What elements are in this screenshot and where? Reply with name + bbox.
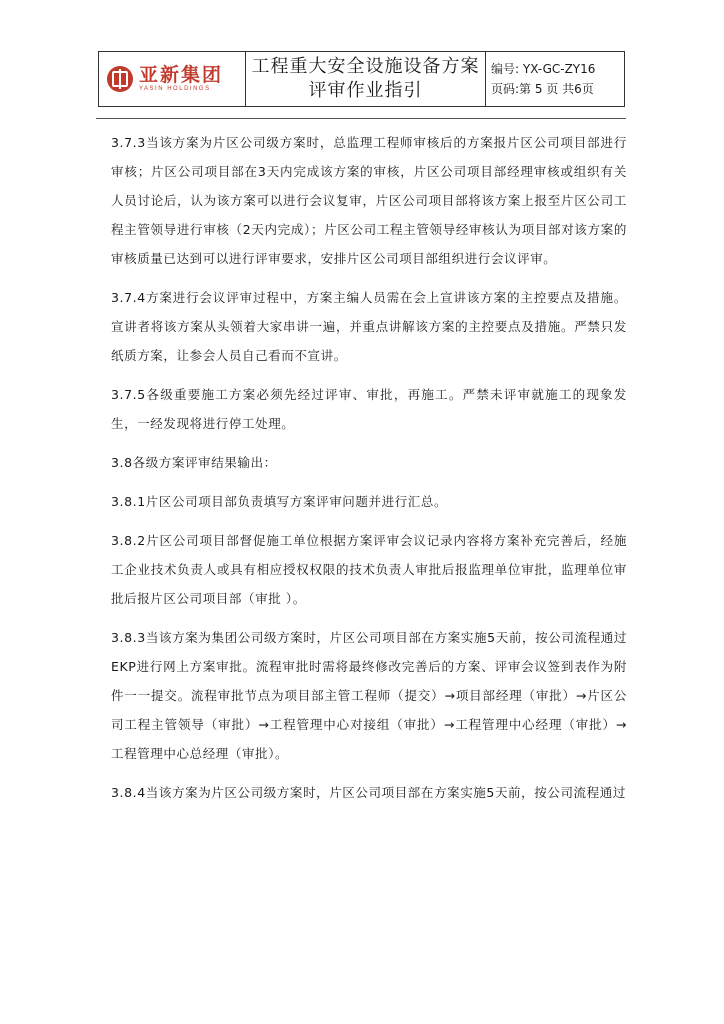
paragraph-3-8-4: 3.8.4当该方案为片区公司级方案时，片区公司项目部在方案实施5天前，按公司流程通过 <box>111 785 626 800</box>
logo-english-name: YASIN HOLDINGS <box>139 86 211 92</box>
document-header <box>98 51 625 107</box>
yasin-logo-icon <box>107 66 133 92</box>
document-code: 编号: YX-GC-ZY16 <box>491 62 596 76</box>
paragraph-3-7-4: 3.7.4方案进行会议评审过程中，方案主编人员需在会上宣讲该方案的主控要点及措施。宣讲者将该方案从头领着大家串讲一遍，并重点讲解该方案的主控要点及措施。严禁只发纸质方案，让参会人员自己看而不宣讲。 <box>111 290 627 363</box>
paragraph-3-7-3: 3.7.3当该方案为片区公司级方案时，总监理工程师审核后的方案报片区公司项目部进行审核；片区公司项目部在3天内完成该方案的审核，片区公司项目部经理审核或组织有关人员讨论后，认为该方案可以进行会议复审，片区公司项目部将该方案上报至片区公司工程主管领导进行审核（2天内完成）；片区公司工程主管领导经审核认为项目部对该方案的审核质量已达到可以进行评审要求，安排片区公司项目部组织进行会议评审。 <box>111 135 627 266</box>
title-line-2: 评审作业指引 <box>308 80 423 101</box>
paragraph-3-8-2: 3.8.2片区公司项目部督促施工单位根据方案评审会议记录内容将方案补充完善后，经施工企业技术负责人或具有相应授权权限的技术负责人审批后报监理单位审批，监理单位审批后报片区公司项目部（审批 ）。 <box>111 533 627 606</box>
header-divider <box>96 118 626 119</box>
document-body <box>111 128 627 817</box>
paragraph-3-7-5: 3.7.5各级重要施工方案必须先经过评审、审批，再施工。严禁未评审就施工的现象发生，一经发现将进行停工处理。 <box>111 387 627 431</box>
company-logo <box>99 52 246 106</box>
paragraph-3-8-1: 3.8.1片区公司项目部负责填写方案评审问题并进行汇总。 <box>111 494 448 509</box>
paragraph-3-8-3: 3.8.3当该方案为集团公司级方案时，片区公司项目部在方案实施5天前，按公司流程通过EKP进行网上方案审批。流程审批时需将最终修改完善后的方案、评审会议签到表作为附件一一提交。流程审批节点为项目部主管工程师（提交）→项目部经理（审批）→片区公司工程主管领导（审批）→工程管理中心对接组（审批）→工程管理中心经理（审批）→工程管理中心总经理（审批）。 <box>111 630 627 761</box>
title-line-1: 工程重大安全设施设备方案 <box>251 56 480 77</box>
document-meta <box>486 52 624 106</box>
document-title <box>246 52 486 106</box>
page-number: 页码:第 5 页 共6页 <box>491 82 594 96</box>
paragraph-3-8: 3.8各级方案评审结果输出： <box>111 455 277 470</box>
logo-chinese-name: 亚新集团 <box>139 64 224 86</box>
